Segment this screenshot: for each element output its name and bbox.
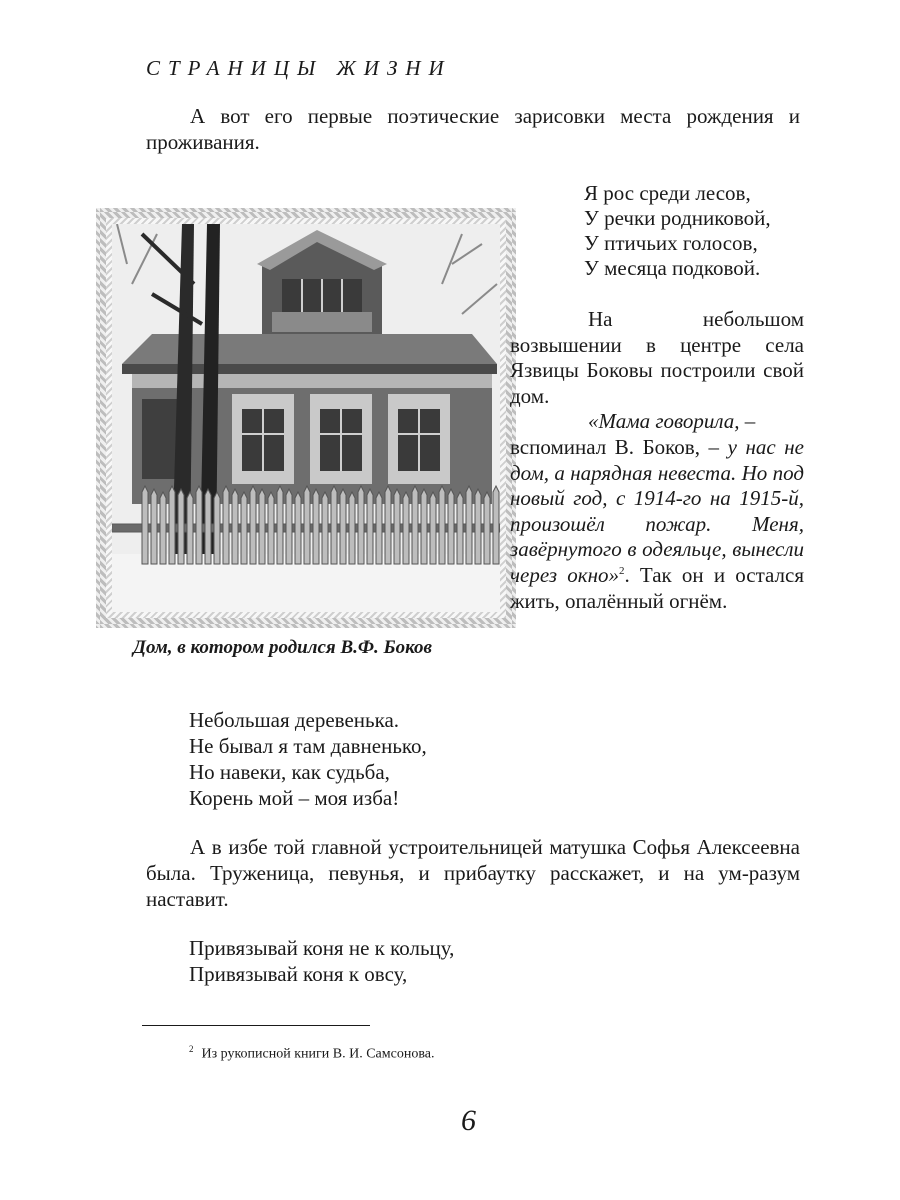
fence-slat [313, 489, 319, 564]
poem-2 [189, 707, 427, 811]
right-paragraph-1: На небольшом возвышении в центре села Язвицы Боковы построили свой дом. [510, 307, 804, 408]
poem-line: У речки родниковой, [584, 206, 771, 230]
poem-line: Небольшая деревенька. [189, 708, 400, 732]
quote-start: «Мама говорила, – [588, 409, 756, 434]
fence-slat [322, 492, 328, 564]
fence-slat [250, 486, 256, 564]
fence-slat [331, 486, 337, 564]
fence-slat [367, 489, 373, 564]
fence-slat [358, 486, 364, 564]
page-number: 6 [461, 1104, 476, 1137]
fence-slat [493, 486, 499, 564]
poem-line: Не бывал я там давненько, [189, 734, 427, 758]
house-illustration [112, 224, 500, 612]
quote-body: – у нас не дом, а нарядная невеста. Но под новый год, с 1914-го на 1915-й, произошёл пожар. Меня, завёрнутого в одеяльце, вынесли через окно» [510, 434, 804, 587]
fence-slat [340, 489, 346, 564]
fence-slat [430, 492, 436, 564]
fence-slat [439, 486, 445, 564]
poem-line: Я рос среди лесов, [584, 181, 751, 205]
fence-slat [196, 486, 202, 564]
fence-slat [142, 486, 148, 564]
fence-slat [286, 489, 292, 564]
intro-paragraph-text: А вот его первые поэтические зарисовки места рождения и проживания. [146, 104, 800, 154]
footnote-text: Из рукописной книги В. И. Самсонова. [201, 1046, 435, 1062]
poem-3 [189, 935, 454, 987]
fence-slat [277, 486, 283, 564]
poem-line: Привязывай коня к овсу, [189, 962, 408, 986]
fence-slat [169, 486, 175, 564]
poem-line: У месяца подковой. [584, 256, 761, 280]
poem-line: Корень мой – моя изба! [189, 786, 400, 810]
fence-slat [178, 489, 184, 564]
footnote [189, 1044, 434, 1063]
paragraph-2-text: А в избе той главной устроительницей матушка Софья Алексеевна была. Труженица, певунья, и прибаутку расскажет, и на ум-разум наставит. [146, 835, 800, 911]
fence-slat [484, 492, 490, 564]
fence-slat [295, 492, 301, 564]
intro-paragraph [146, 103, 800, 155]
fence-slat [214, 492, 220, 564]
fence-slat [475, 489, 481, 564]
right-paragraph-quote [510, 409, 804, 614]
fence-slat [151, 489, 157, 564]
quote-attribution: вспоминал В. Боков, [510, 434, 700, 459]
fence-slat [349, 492, 355, 564]
fence-slat [385, 486, 391, 564]
poem-line: Но навеки, как судьба, [189, 760, 390, 784]
paragraph-2 [146, 834, 800, 912]
fence-slat [412, 486, 418, 564]
fence-slat [394, 489, 400, 564]
fence-slat [259, 489, 265, 564]
fence-slat [403, 492, 409, 564]
photo-caption: Дом, в котором родился В.Ф. Боков [133, 637, 432, 658]
fence-slat [187, 492, 193, 564]
fence-slat [376, 492, 382, 564]
fence-slat [448, 489, 454, 564]
fence-slat [421, 489, 427, 564]
fence-slat [268, 492, 274, 564]
fence-slat [466, 486, 472, 564]
right-column-text [510, 307, 804, 614]
fence-slat [241, 492, 247, 564]
poem-line: Привязывай коня не к кольцу, [189, 936, 455, 960]
fence-slat [160, 492, 166, 564]
poem-1 [584, 181, 771, 281]
footnote-number: 2 [189, 1044, 194, 1054]
quote-closing: . Так он и остался жить, опалённый огнём. [510, 562, 804, 613]
house-photo [112, 224, 500, 612]
running-head: СТРАНИЦЫ ЖИЗНИ [146, 56, 452, 80]
fence-slat [457, 492, 463, 564]
footnote-reference[interactable]: 2 [619, 564, 625, 577]
fence-slat [232, 489, 238, 564]
fence-slat [205, 489, 211, 564]
footnote-divider [142, 1025, 370, 1026]
photo-frame [96, 208, 516, 628]
poem-line: У птичьих голосов, [584, 231, 758, 255]
fence-slat [223, 486, 229, 564]
fence-slat [304, 486, 310, 564]
